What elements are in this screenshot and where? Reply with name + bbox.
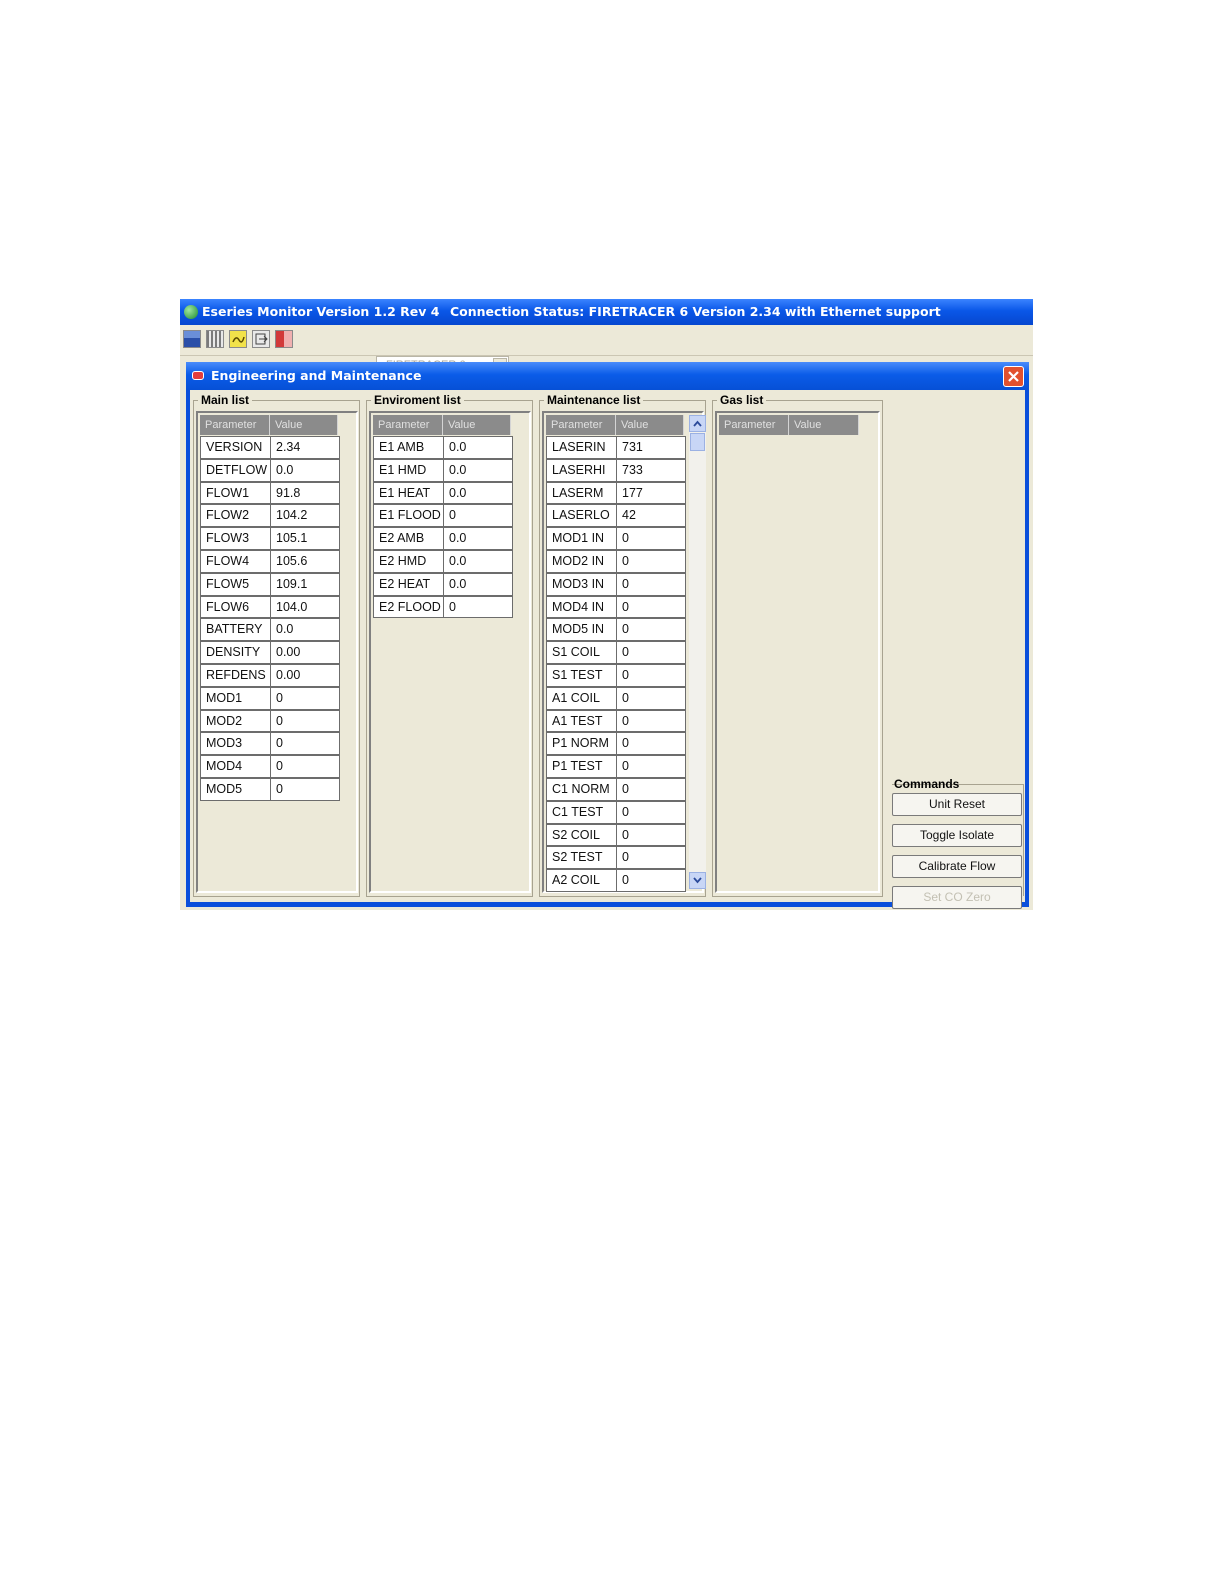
environment-list-label: Enviroment list <box>371 392 464 408</box>
cell-parameter: P1 NORM <box>546 732 617 755</box>
cell-parameter: VERSION <box>200 436 271 459</box>
maintenance-list-rows <box>546 436 685 892</box>
table-row[interactable] <box>546 641 685 664</box>
cell-parameter: S2 TEST <box>546 846 617 869</box>
cell-value: 0 <box>270 687 340 710</box>
table-row[interactable] <box>200 459 339 482</box>
cell-value: 0 <box>616 869 686 892</box>
cell-value: 0 <box>616 801 686 824</box>
cell-parameter: MOD3 IN <box>546 573 617 596</box>
column-header-parameter[interactable]: Parameter <box>719 415 789 435</box>
cell-value: 42 <box>616 504 686 527</box>
dialog-title: Engineering and Maintenance <box>211 368 422 383</box>
table-row[interactable] <box>200 482 339 505</box>
cell-parameter: E1 HMD <box>373 459 444 482</box>
cell-parameter: FLOW2 <box>200 504 271 527</box>
main-list-label: Main list <box>198 392 252 408</box>
cell-parameter: MOD4 <box>200 755 271 778</box>
cell-parameter: E1 HEAT <box>373 482 444 505</box>
cell-value: 105.1 <box>270 527 340 550</box>
table-row[interactable] <box>546 755 685 778</box>
table-row[interactable] <box>546 527 685 550</box>
environment-list-rows <box>373 436 512 618</box>
table-row[interactable] <box>546 482 685 505</box>
cell-parameter: E2 FLOOD <box>373 596 444 619</box>
cell-parameter: E1 AMB <box>373 436 444 459</box>
table-row[interactable] <box>546 504 685 527</box>
table-row[interactable] <box>200 527 339 550</box>
cell-value: 731 <box>616 436 686 459</box>
cell-value: 0 <box>616 618 686 641</box>
cell-parameter: C1 TEST <box>546 801 617 824</box>
scroll-up-icon[interactable] <box>689 415 706 432</box>
cell-parameter: REFDENS <box>200 664 271 687</box>
dialog-icon <box>192 371 204 380</box>
table-row[interactable] <box>200 710 339 733</box>
cell-value: 177 <box>616 482 686 505</box>
column-header-parameter[interactable]: Parameter <box>200 415 270 435</box>
main-list-group <box>193 393 360 897</box>
cell-value: 0.00 <box>270 664 340 687</box>
cell-value: 0 <box>270 778 340 801</box>
cell-parameter: DETFLOW <box>200 459 271 482</box>
environment-list-header <box>373 415 511 435</box>
cell-value: 0 <box>616 732 686 755</box>
export-icon[interactable] <box>252 330 270 348</box>
table-row[interactable] <box>200 573 339 596</box>
cell-parameter: A1 TEST <box>546 710 617 733</box>
close-icon[interactable] <box>1003 366 1024 387</box>
cell-value: 0 <box>616 824 686 847</box>
cell-parameter: FLOW3 <box>200 527 271 550</box>
table-row[interactable] <box>373 436 512 459</box>
cell-value: 0.0 <box>443 459 513 482</box>
gas-list[interactable] <box>715 411 880 893</box>
cell-value: 109.1 <box>270 573 340 596</box>
toolbar <box>180 325 1033 356</box>
cell-value: 0 <box>616 641 686 664</box>
cell-value: 0.0 <box>443 550 513 573</box>
scroll-down-icon[interactable] <box>689 872 706 889</box>
main-list-rows <box>200 436 339 801</box>
table-row[interactable] <box>200 436 339 459</box>
app-icon <box>184 305 198 319</box>
column-header-value[interactable]: Value <box>616 415 684 435</box>
monitor-icon[interactable] <box>183 330 201 348</box>
table-row[interactable] <box>200 504 339 527</box>
column-header-parameter[interactable]: Parameter <box>373 415 443 435</box>
table-row[interactable] <box>546 687 685 710</box>
table-row[interactable] <box>546 846 685 869</box>
cell-parameter: E2 AMB <box>373 527 444 550</box>
cell-parameter: MOD5 IN <box>546 618 617 641</box>
column-header-parameter[interactable]: Parameter <box>546 415 616 435</box>
cell-parameter: LASERM <box>546 482 617 505</box>
table-row[interactable] <box>373 504 512 527</box>
dialog-title-bar <box>186 362 1029 390</box>
table-row[interactable] <box>200 550 339 573</box>
commands-label: Commands <box>894 777 960 791</box>
table-row[interactable] <box>200 664 339 687</box>
exit-icon[interactable] <box>275 330 293 348</box>
cell-value: 0.00 <box>270 641 340 664</box>
cell-value: 0 <box>616 710 686 733</box>
table-row[interactable] <box>546 664 685 687</box>
cell-value: 0.0 <box>443 436 513 459</box>
table-row[interactable] <box>546 573 685 596</box>
connection-status: Connection Status: FIRETRACER 6 Version 2.34 with Ethernet support <box>450 304 941 319</box>
maintenance-list-label: Maintenance list <box>544 392 643 408</box>
cell-parameter: LASERIN <box>546 436 617 459</box>
column-header-value[interactable]: Value <box>270 415 338 435</box>
cell-parameter: FLOW4 <box>200 550 271 573</box>
cell-parameter: A1 COIL <box>546 687 617 710</box>
gas-list-header <box>719 415 859 435</box>
gas-list-group <box>712 393 883 897</box>
cell-value: 733 <box>616 459 686 482</box>
cell-parameter: MOD2 IN <box>546 550 617 573</box>
maintenance-scrollbar[interactable] <box>689 415 706 889</box>
table-row[interactable] <box>373 596 512 619</box>
cell-value: 0 <box>443 596 513 619</box>
cell-parameter: LASERLO <box>546 504 617 527</box>
cell-value: 0 <box>270 755 340 778</box>
cell-value: 0 <box>270 710 340 733</box>
cell-value: 0 <box>616 846 686 869</box>
unit-reset-button[interactable]: Unit Reset <box>892 793 1022 816</box>
scrollbar-thumb[interactable] <box>690 433 705 451</box>
table-row[interactable] <box>200 732 339 755</box>
cell-parameter: C1 NORM <box>546 778 617 801</box>
cell-parameter: MOD1 <box>200 687 271 710</box>
cell-value: 104.0 <box>270 596 340 619</box>
cell-parameter: MOD4 IN <box>546 596 617 619</box>
cell-parameter: MOD1 IN <box>546 527 617 550</box>
table-row[interactable] <box>200 596 339 619</box>
table-row[interactable] <box>546 459 685 482</box>
commands-group <box>892 776 1024 904</box>
cell-value: 0 <box>616 550 686 573</box>
cell-parameter: MOD5 <box>200 778 271 801</box>
environment-list-group <box>366 393 533 897</box>
table-row[interactable] <box>200 778 339 801</box>
cell-parameter: BATTERY <box>200 618 271 641</box>
cell-parameter: MOD3 <box>200 732 271 755</box>
maintenance-list-header <box>546 415 684 435</box>
cell-value: 91.8 <box>270 482 340 505</box>
cell-parameter: LASERHI <box>546 459 617 482</box>
cell-parameter: E2 HEAT <box>373 573 444 596</box>
table-row[interactable] <box>546 801 685 824</box>
cell-value: 0.0 <box>443 573 513 596</box>
cell-value: 0.0 <box>270 459 340 482</box>
column-header-value[interactable]: Value <box>789 415 859 435</box>
calibrate-flow-button[interactable]: Calibrate Flow <box>892 855 1022 878</box>
dialog-body <box>190 390 1025 902</box>
cell-value: 0 <box>616 687 686 710</box>
cell-value: 0 <box>616 664 686 687</box>
cell-value: 0 <box>270 732 340 755</box>
cell-parameter: S2 COIL <box>546 824 617 847</box>
cell-value: 0.0 <box>443 527 513 550</box>
cell-parameter: P1 TEST <box>546 755 617 778</box>
cell-parameter: DENSITY <box>200 641 271 664</box>
table-row[interactable] <box>546 710 685 733</box>
cell-value: 0 <box>443 504 513 527</box>
gas-icon[interactable] <box>229 330 247 348</box>
maintenance-list-group <box>539 393 706 897</box>
columns-icon[interactable] <box>206 330 224 348</box>
cell-parameter: A2 COIL <box>546 869 617 892</box>
table-row[interactable] <box>546 550 685 573</box>
cell-value: 0 <box>616 527 686 550</box>
cell-value: 0 <box>616 778 686 801</box>
table-row[interactable] <box>546 869 685 892</box>
cell-parameter: S1 TEST <box>546 664 617 687</box>
table-row[interactable] <box>373 482 512 505</box>
table-row[interactable] <box>200 618 339 641</box>
table-row[interactable] <box>546 778 685 801</box>
toggle-isolate-button[interactable]: Toggle Isolate <box>892 824 1022 847</box>
cell-value: 2.34 <box>270 436 340 459</box>
table-row[interactable] <box>546 824 685 847</box>
app-title: Eseries Monitor Version 1.2 Rev 4 <box>202 304 440 319</box>
cell-parameter: S1 COIL <box>546 641 617 664</box>
table-row[interactable] <box>546 618 685 641</box>
table-row[interactable] <box>546 596 685 619</box>
cell-value: 0 <box>616 596 686 619</box>
cell-parameter: FLOW5 <box>200 573 271 596</box>
cell-value: 105.6 <box>270 550 340 573</box>
cell-parameter: E1 FLOOD <box>373 504 444 527</box>
table-row[interactable] <box>373 573 512 596</box>
gas-list-label: Gas list <box>717 392 766 408</box>
cell-value: 0.0 <box>443 482 513 505</box>
table-row[interactable] <box>373 459 512 482</box>
title-bar <box>180 299 1033 325</box>
cell-value: 0 <box>616 573 686 596</box>
cell-parameter: MOD2 <box>200 710 271 733</box>
table-row[interactable] <box>200 687 339 710</box>
cell-parameter: FLOW1 <box>200 482 271 505</box>
maintenance-list[interactable] <box>542 411 704 893</box>
table-row[interactable] <box>200 641 339 664</box>
main-list-header <box>200 415 338 435</box>
table-row[interactable] <box>200 755 339 778</box>
environment-list[interactable] <box>369 411 531 893</box>
app-window <box>180 299 1033 910</box>
table-row[interactable] <box>546 732 685 755</box>
cell-value: 0.0 <box>270 618 340 641</box>
cell-parameter: FLOW6 <box>200 596 271 619</box>
column-header-value[interactable]: Value <box>443 415 511 435</box>
cell-value: 104.2 <box>270 504 340 527</box>
main-list[interactable] <box>196 411 358 893</box>
cell-parameter: E2 HMD <box>373 550 444 573</box>
set-co-zero-button: Set CO Zero <box>892 886 1022 909</box>
cell-value: 0 <box>616 755 686 778</box>
table-row[interactable] <box>546 436 685 459</box>
table-row[interactable] <box>373 550 512 573</box>
table-row[interactable] <box>373 527 512 550</box>
engineering-dialog <box>186 362 1029 907</box>
